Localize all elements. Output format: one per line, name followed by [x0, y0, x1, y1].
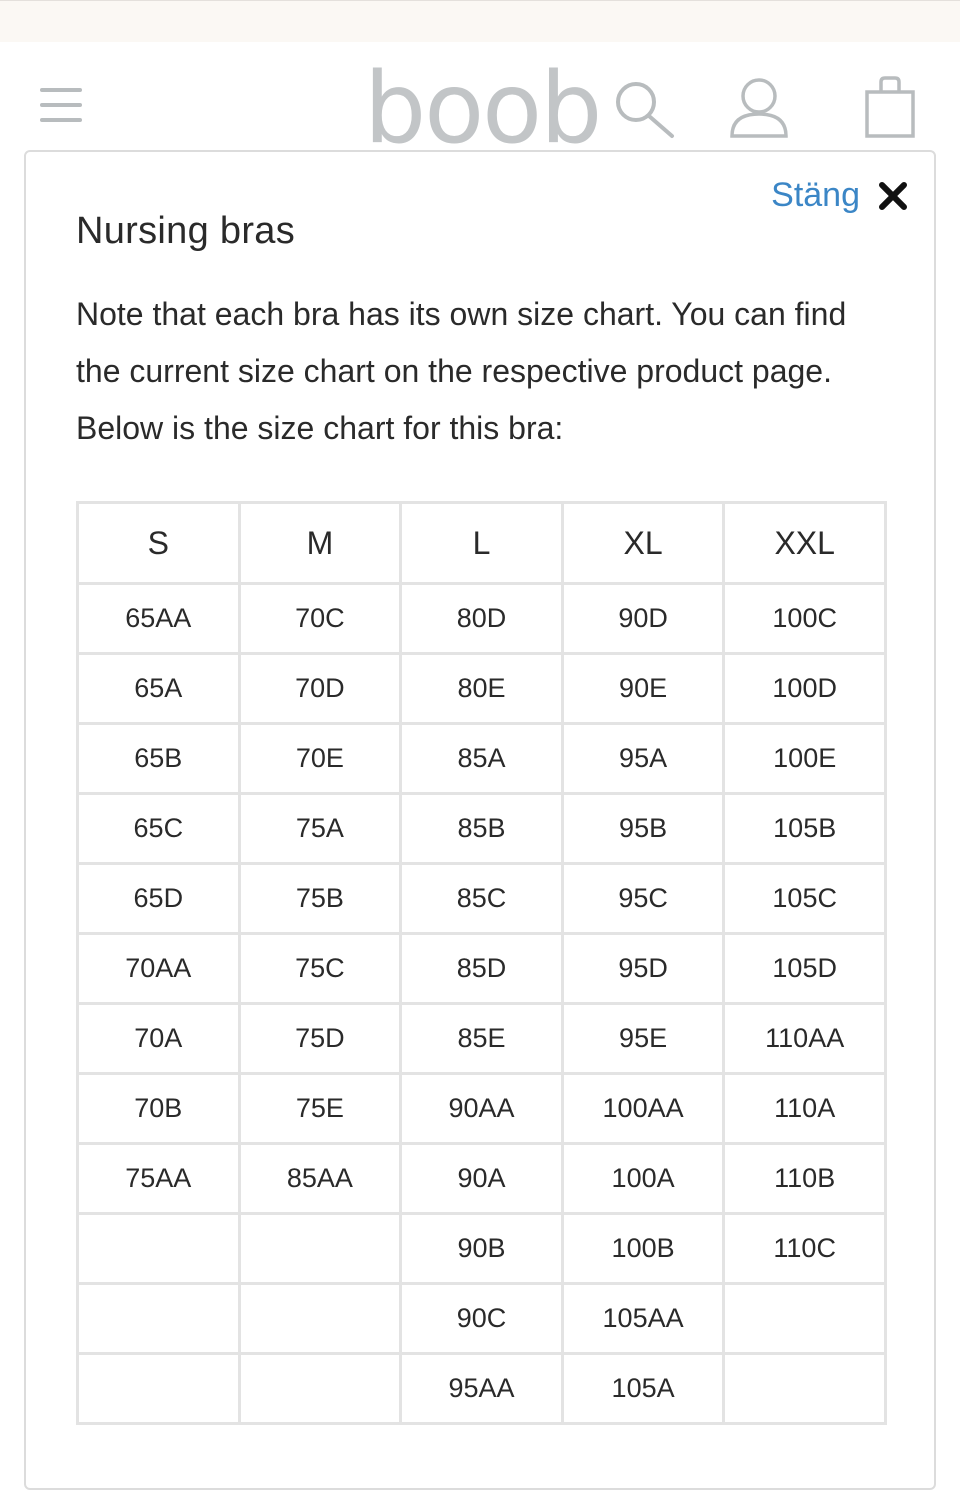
table-cell: 70D — [239, 654, 401, 724]
table-cell: 100E — [724, 724, 886, 794]
user-account-icon[interactable] — [726, 74, 792, 140]
table-cell: 105D — [724, 934, 886, 1004]
size-chart-table — [76, 501, 887, 1425]
table-cell: 70B — [78, 1074, 240, 1144]
table-cell: 100C — [724, 584, 886, 654]
table-cell — [78, 1214, 240, 1284]
table-cell: 90C — [401, 1284, 563, 1354]
table-cell: 70E — [239, 724, 401, 794]
brand-logo[interactable] — [362, 54, 607, 149]
table-cell: 95E — [562, 1004, 724, 1074]
table-cell: 100B — [562, 1214, 724, 1284]
table-row — [78, 1144, 886, 1214]
top-status-strip — [0, 0, 960, 42]
table-cell: 105AA — [562, 1284, 724, 1354]
table-cell: 75C — [239, 934, 401, 1004]
table-row — [78, 584, 886, 654]
table-cell — [78, 1284, 240, 1354]
table-cell: 80E — [401, 654, 563, 724]
site-header — [0, 42, 960, 152]
table-header-row — [78, 503, 886, 584]
table-cell: 90AA — [401, 1074, 563, 1144]
table-row — [78, 794, 886, 864]
modal-title: Nursing bras — [76, 210, 296, 252]
table-cell: 85B — [401, 794, 563, 864]
logo-text: boob — [364, 54, 601, 149]
table-cell: 110C — [724, 1214, 886, 1284]
table-row — [78, 1004, 886, 1074]
table-cell: 95B — [562, 794, 724, 864]
table-cell: 100A — [562, 1144, 724, 1214]
table-row — [78, 1284, 886, 1354]
table-cell — [78, 1354, 240, 1424]
table-cell — [724, 1284, 886, 1354]
table-cell: 75D — [239, 1004, 401, 1074]
table-cell: 70AA — [78, 934, 240, 1004]
table-row — [78, 724, 886, 794]
table-cell: 100AA — [562, 1074, 724, 1144]
column-header-xl: XL — [562, 503, 724, 584]
table-cell: 75AA — [78, 1144, 240, 1214]
table-cell: 70C — [239, 584, 401, 654]
column-header-m: M — [239, 503, 401, 584]
table-row — [78, 654, 886, 724]
table-cell: 85C — [401, 864, 563, 934]
table-cell: 75A — [239, 794, 401, 864]
table-cell: 75E — [239, 1074, 401, 1144]
table-cell: 105A — [562, 1354, 724, 1424]
table-cell: 90E — [562, 654, 724, 724]
table-row — [78, 1074, 886, 1144]
table-row — [78, 864, 886, 934]
table-cell: 65B — [78, 724, 240, 794]
table-cell: 80D — [401, 584, 563, 654]
close-label[interactable]: Stäng — [771, 176, 860, 214]
table-cell — [239, 1354, 401, 1424]
table-cell: 100D — [724, 654, 886, 724]
table-cell: 110B — [724, 1144, 886, 1214]
table-cell: 65D — [78, 864, 240, 934]
size-chart-note: Note that each bra has its own size chart. You can find the current size chart on the respective product page. Below is the size chart for this bra: — [76, 296, 847, 446]
column-header-xxl: XXL — [724, 503, 886, 584]
table-cell: 90A — [401, 1144, 563, 1214]
close-icon[interactable] — [878, 181, 908, 211]
search-icon[interactable] — [612, 78, 678, 140]
table-cell — [239, 1284, 401, 1354]
close-button[interactable] — [771, 176, 908, 215]
table-cell: 85A — [401, 724, 563, 794]
size-chart-modal — [24, 150, 936, 1490]
hamburger-menu-icon[interactable] — [40, 88, 82, 122]
column-header-l: L — [401, 503, 563, 584]
table-cell: 95AA — [401, 1354, 563, 1424]
table-cell: 105B — [724, 794, 886, 864]
table-cell: 110AA — [724, 1004, 886, 1074]
table-row — [78, 1214, 886, 1284]
table-cell: 95D — [562, 934, 724, 1004]
table-cell: 65AA — [78, 584, 240, 654]
table-row — [78, 1354, 886, 1424]
table-cell: 105C — [724, 864, 886, 934]
table-cell — [239, 1214, 401, 1284]
table-cell: 75B — [239, 864, 401, 934]
table-cell: 65C — [78, 794, 240, 864]
table-cell: 85E — [401, 1004, 563, 1074]
table-row — [78, 934, 886, 1004]
table-cell: 95C — [562, 864, 724, 934]
table-cell: 85D — [401, 934, 563, 1004]
column-header-s: S — [78, 503, 240, 584]
table-cell: 110A — [724, 1074, 886, 1144]
table-cell: 95A — [562, 724, 724, 794]
table-cell: 90B — [401, 1214, 563, 1284]
table-cell: 70A — [78, 1004, 240, 1074]
table-cell — [724, 1354, 886, 1424]
table-cell: 90D — [562, 584, 724, 654]
table-cell: 85AA — [239, 1144, 401, 1214]
shopping-bag-icon[interactable] — [864, 76, 916, 138]
table-cell: 65A — [78, 654, 240, 724]
